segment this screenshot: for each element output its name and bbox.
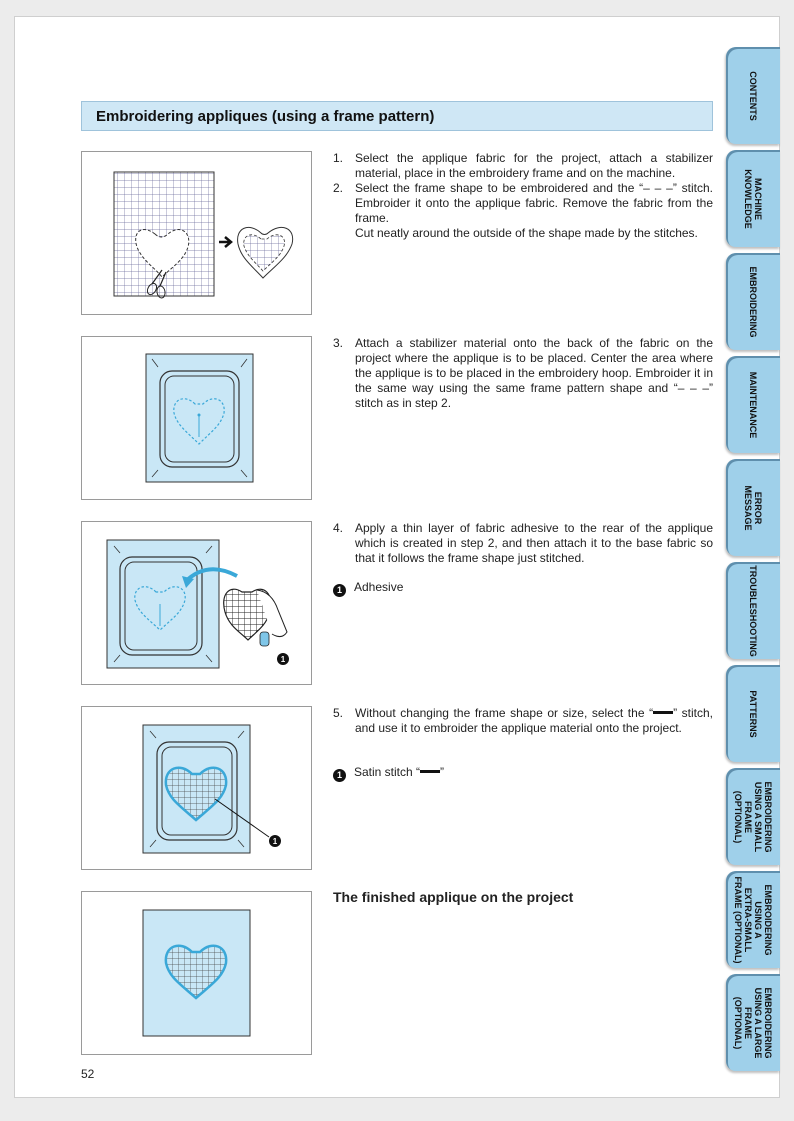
step-4: [333, 521, 713, 566]
hoop-illustration: [82, 337, 312, 500]
step-number: 1.: [333, 151, 344, 165]
step-3: [333, 336, 713, 411]
adhesive-illustration: [82, 522, 312, 685]
step-number: 2.: [333, 181, 344, 195]
tab-label: TROUBLESHOOTING: [748, 564, 758, 657]
note-label-before: Satin stitch “: [354, 765, 421, 779]
step-text: Attach a stabilizer material onto the back of the fabric on the project where the applique is to be placed. Center the area where the applique is to be placed in the embroidery hoop. Embroider it in the same way using the same frame pattern shape and “– – –” stitch as in step 2.: [355, 336, 713, 410]
figure-finished: [81, 891, 312, 1055]
satin-stitch-symbol: [420, 770, 440, 773]
step-text: Select the frame shape to be embroidered and the “– – –” stitch. Embroider it onto the applique fabric. Remove the fabric from the frame.: [355, 181, 713, 225]
step-text: Select the applique fabric for the project, attach a stabilizer material, place in the embroidery frame and on the machine.: [355, 151, 713, 180]
figure-step-4: [81, 521, 312, 685]
tab-patterns[interactable]: [726, 665, 780, 762]
step-text: Apply a thin layer of fabric adhesive to the rear of the applique which is created in step 2, and then attach it to the base fabric so that it follows the frame shape just stitched.: [355, 521, 713, 565]
figure-step-3: [81, 336, 312, 500]
satin-stitch-symbol: [653, 711, 673, 714]
step-number: 3.: [333, 336, 344, 350]
tab-label: EMBROIDERING USING A EXTRA-SMALL FRAME (OPTIONAL): [733, 876, 773, 963]
tab-small-frame[interactable]: [726, 768, 780, 865]
figure-marker-adhesive: 1: [280, 655, 286, 664]
tab-label: MAINTENANCE: [748, 371, 758, 438]
note-label: Adhesive: [354, 580, 404, 594]
figure-step-5: [81, 706, 312, 870]
step-text-after: ” stitch, and use it to embroider the applique material onto the project.: [355, 706, 713, 735]
finished-title: The finished applique on the project: [333, 889, 574, 905]
step-text-before: Without changing the frame shape or size, select the “: [355, 706, 654, 720]
figure-marker-satin: 1: [272, 837, 278, 846]
tab-label: EMBROIDERING USING A LARGE FRAME (OPTIONAL): [733, 986, 773, 1059]
tab-label: ERROR MESSAGE: [743, 484, 763, 531]
note-label-after: ”: [440, 765, 445, 779]
satin-stitch-illustration: [82, 707, 312, 870]
step-number: 5.: [333, 706, 344, 720]
tab-extra-small-frame[interactable]: [726, 871, 780, 968]
tab-machine-knowledge[interactable]: [726, 150, 780, 247]
note-adhesive: [333, 580, 713, 597]
section-title-bar: [81, 101, 713, 131]
section-title: Embroidering appliques (using a frame pattern): [96, 108, 435, 125]
tab-label: EMBROIDERING USING A SMALL FRAME (OPTIONAL): [733, 780, 773, 853]
tab-maintenance[interactable]: [726, 356, 780, 453]
page-number: 52: [81, 1067, 95, 1081]
figure-step-1: [81, 151, 312, 315]
tab-error-message[interactable]: [726, 459, 780, 556]
note-satin: [333, 765, 713, 782]
tab-embroidering[interactable]: [726, 253, 780, 350]
tab-label: EMBROIDERING: [748, 265, 758, 338]
step-number: 4.: [333, 521, 344, 535]
step-5: [333, 706, 713, 736]
tab-large-frame[interactable]: [726, 974, 780, 1071]
tab-label: PATTERNS: [748, 689, 758, 738]
marker-badge: 1: [333, 584, 346, 597]
marker-badge: 1: [333, 769, 346, 782]
step-text: [355, 706, 713, 736]
tab-label: CONTENTS: [748, 70, 758, 121]
finished-applique-illustration: [82, 892, 312, 1055]
step-2: [333, 181, 713, 241]
tab-contents[interactable]: [726, 47, 780, 144]
step-extra-text: Cut neatly around the outside of the shape made by the stitches.: [355, 226, 698, 240]
fabric-grid-illustration: [82, 152, 312, 315]
tab-troubleshooting[interactable]: [726, 562, 780, 659]
step-1: [333, 151, 713, 181]
tab-label: MACHINE KNOWLEDGE: [743, 168, 763, 229]
